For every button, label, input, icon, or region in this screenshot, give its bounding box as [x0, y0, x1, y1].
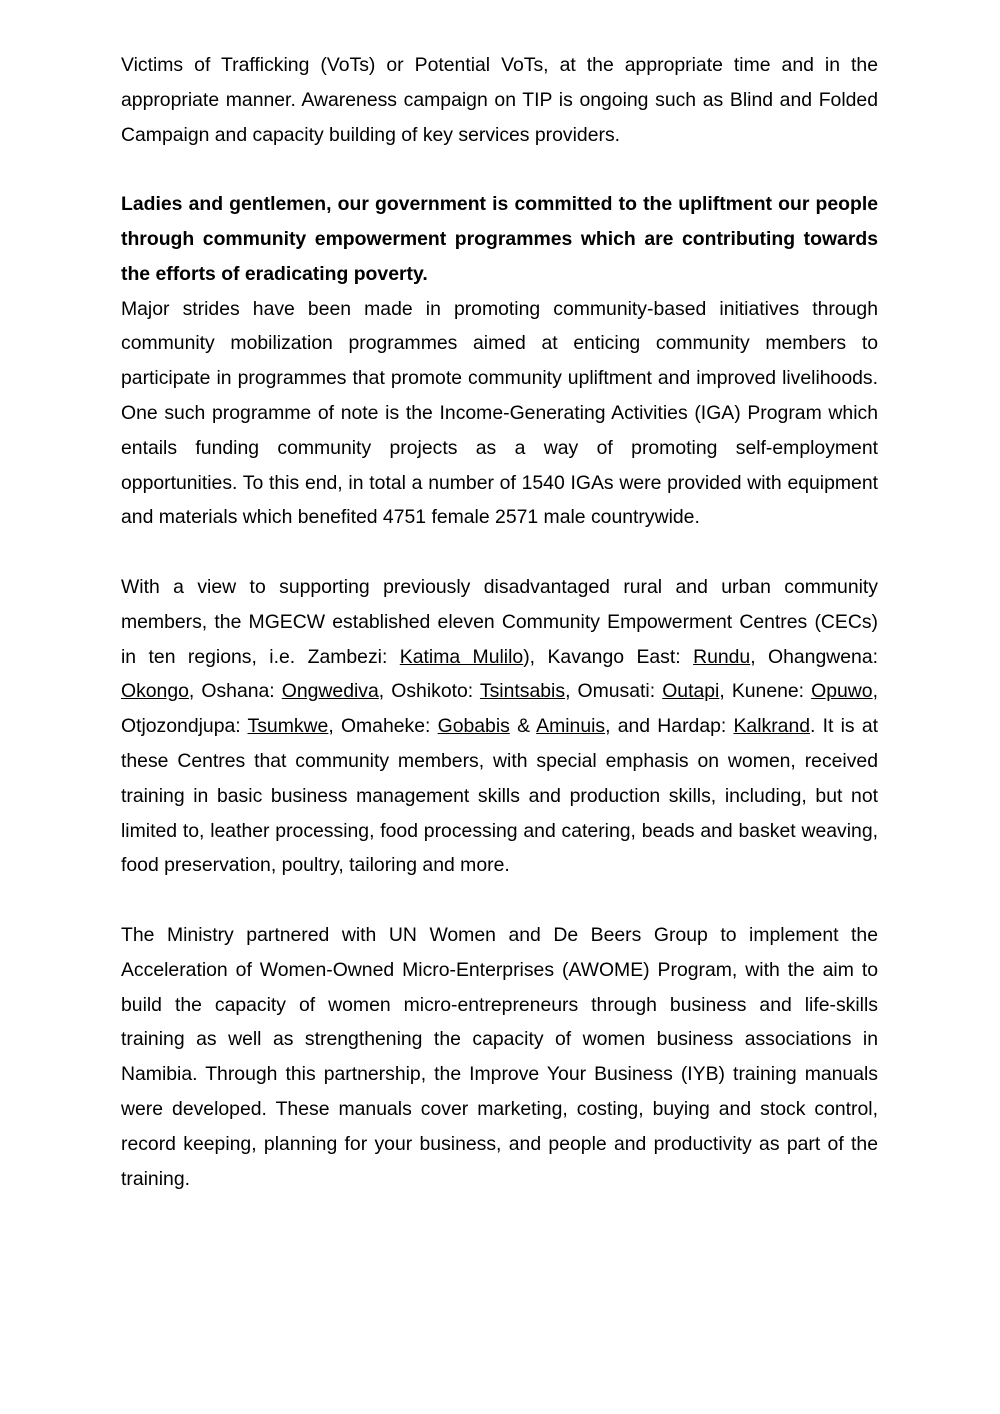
cec-text: , Kunene:: [719, 680, 812, 703]
cec-text: , Oshana:: [188, 680, 282, 703]
cec-text: . It is at these Centres that community members, with special emphasis on women, received training in basic business management skills and production skills, including, but not limited to, leather processing, food processing and catering, beads and basket weaving, food preservation, poultry, tailoring and more.: [121, 715, 879, 877]
place-link-tsumkwe: Tsumkwe: [247, 715, 329, 738]
cec-text: , Oshikoto:: [378, 680, 480, 703]
place-link-opuwo: Opuwo: [811, 680, 873, 703]
place-link-kalkrand: Kalkrand: [733, 715, 811, 738]
cec-text: , Otjozondjupa:: [121, 680, 878, 738]
place-link-outapi: Outapi: [662, 680, 720, 703]
paragraph-awome-program: The Ministry partnered with UN Women and De Beers Group to implement the Acceleration of Women-Owned Micro-Enterprises (AWOME) Program, with the aim to build the capacity of women micro-entrepreneurs through business and life-skills training as well as strengthening the capacity of women business associations in Namibia. Through this partnership, the Improve Your Business (IYB) training manuals were developed. These manuals cover marketing, costing, buying and stock control, record keeping, planning for your business, and people and productivity as part of the training.: [121, 923, 878, 1190]
paragraph-trafficking: Victims of Trafficking (VoTs) or Potential VoTs, at the appropriate time and in the appropriate manner. Awareness campaign on TIP is ongoing such as Blind and Folded Campaign and capacity building of key services providers.: [121, 54, 878, 146]
cec-text: , and Hardap:: [605, 715, 734, 738]
cec-text: , Omusati:: [565, 680, 663, 703]
place-link-ongwediva: Ongwediva: [281, 680, 379, 703]
place-link-okongo: Okongo: [121, 680, 189, 703]
paragraph-cec-centres: [121, 570, 878, 883]
document-body: [121, 48, 878, 1196]
place-link-rundu: Rundu: [693, 645, 751, 668]
place-link-katima-mulilo: Katima Mulilo: [399, 645, 524, 668]
paragraph-iga-program: Major strides have been made in promoting community-based initiatives through community mobilization programmes aimed at enticing community members to participate in programmes that promote community upliftment and improved livelihoods. One such programme of note is the Income-Generating Activities (IGA) Program which entails funding community projects as a way of promoting self-employment opportunities. To this end, in total a number of 1540 IGAs were provided with equipment and materials which benefited 4751 female 2571 male countrywide.: [121, 297, 878, 529]
place-link-aminuis: Aminuis: [536, 715, 606, 738]
place-link-gobabis: Gobabis: [437, 715, 510, 738]
cec-text: &: [509, 715, 537, 738]
cec-text: , Omaheke:: [328, 715, 438, 738]
cec-text: ), Kavango East:: [523, 645, 694, 668]
place-link-tsintsabis: Tsintsabis: [479, 680, 566, 703]
cec-text: , Ohangwena:: [750, 645, 878, 668]
cec-text: With a view to supporting previously disadvantaged rural and urban community members, the MGECW established eleven Community Empowerment Centres (CECs) in ten regions, i.e. Zambezi:: [121, 575, 878, 668]
paragraph-commitment-heading: Ladies and gentlemen, our government is committed to the upliftment our people through community empowerment programmes which are contributing towards the efforts of eradicating poverty.: [121, 193, 878, 285]
